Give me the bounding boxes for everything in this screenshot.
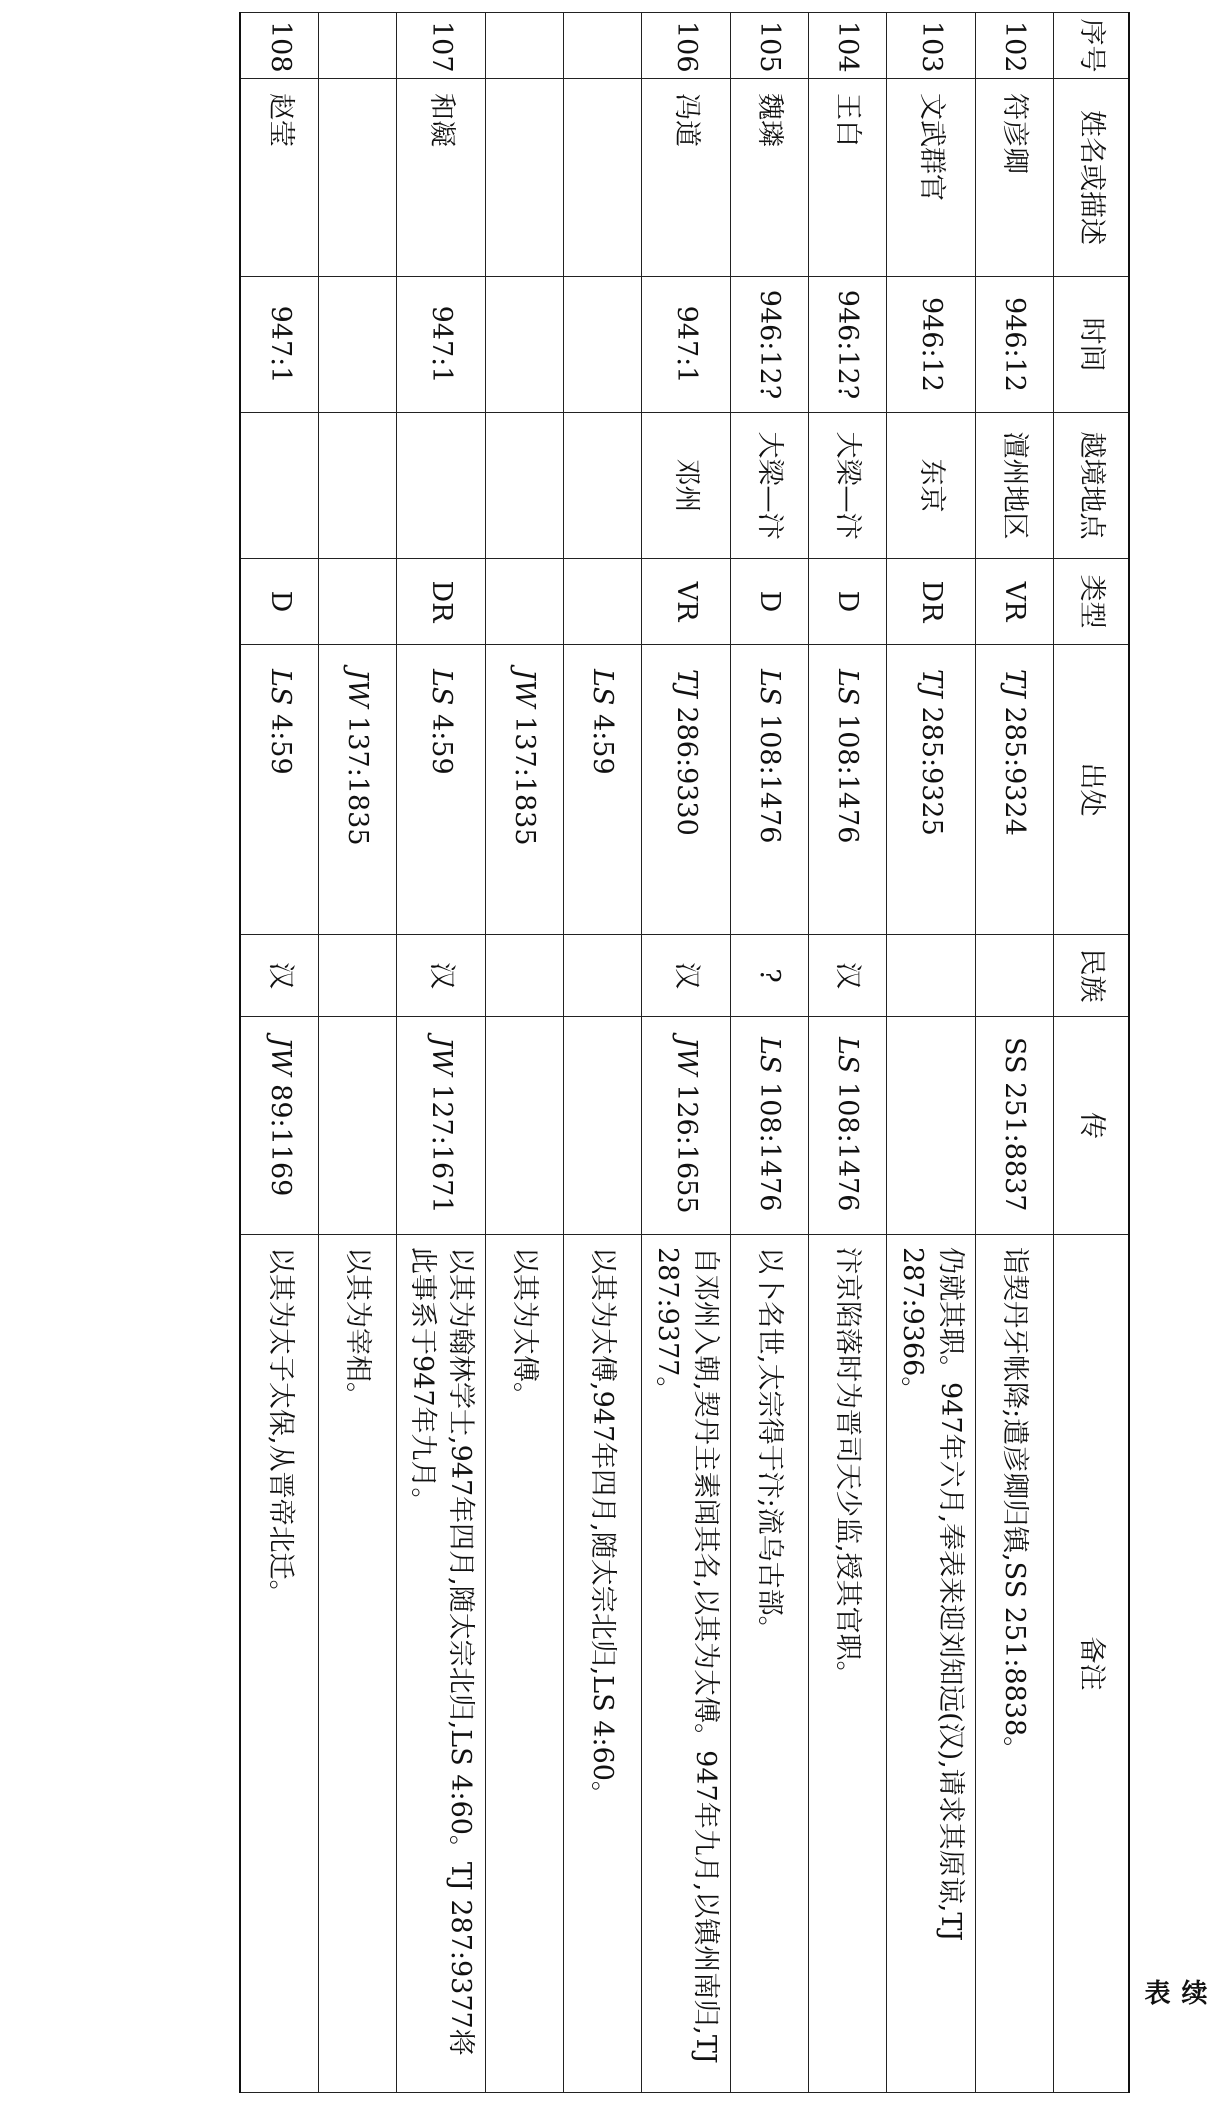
cell-name: 符彦卿: [976, 79, 1054, 277]
cell-source: [642, 645, 731, 935]
source-ref: 137:1835: [342, 716, 374, 846]
cell-id: 106: [642, 13, 731, 79]
bio-abbr: LS: [754, 1037, 786, 1074]
cell-source: [809, 645, 887, 935]
cell-name: 文武群官: [887, 79, 976, 277]
cell-time: [319, 277, 397, 413]
cell-name: [319, 79, 397, 277]
cell-ethnicity: [887, 935, 976, 1017]
cell-place: 大梁—汴: [809, 413, 887, 559]
cell-id: 105: [731, 13, 809, 79]
cell-type: D: [731, 559, 809, 645]
cell-note: 以其为宰相。: [319, 1235, 397, 2093]
cell-ethnicity: 汉: [642, 935, 731, 1017]
bio-ref: 251:8837: [999, 1082, 1031, 1212]
cell-name: 魏璘: [731, 79, 809, 277]
cell-time: 946:12: [976, 277, 1054, 413]
cell-source: [319, 645, 397, 935]
source-ref: 286:9330: [671, 706, 702, 836]
bio-ref: 108:1476: [754, 1082, 786, 1212]
cell-time: 946:12: [887, 277, 976, 413]
cell-id: [486, 13, 564, 79]
cell-note: 以其为翰林学士,947年四月,随太宗北归,LS 4:60。TJ 287:9377将此事系于947年九月。: [397, 1235, 486, 2093]
cell-source: [397, 645, 486, 935]
cell-source: [976, 645, 1054, 935]
cell-time: [486, 277, 564, 413]
cell-ethnicity: [486, 935, 564, 1017]
page-title: 续 表: [1140, 1979, 1207, 2091]
cell-note: 诣契丹牙帐降;遣彦卿归镇,SS 251:8838。: [976, 1235, 1054, 2093]
cell-biography: [642, 1017, 731, 1235]
cell-source: [887, 645, 976, 935]
cell-id: [564, 13, 642, 79]
cell-place: 东京: [887, 413, 976, 559]
cell-time: [564, 277, 642, 413]
source-ref: 137:1835: [509, 716, 541, 846]
table-row: [486, 13, 564, 2093]
cell-ethnicity: 汉: [809, 935, 887, 1017]
cell-id: 103: [887, 13, 976, 79]
cell-type: [486, 559, 564, 645]
cell-id: 102: [976, 13, 1054, 79]
header-biography: 传: [1054, 1017, 1130, 1235]
rotated-table-container: [10, 12, 1130, 2092]
cell-time: 947:1: [642, 277, 731, 413]
header-type: 类型: [1054, 559, 1130, 645]
cell-biography: [486, 1017, 564, 1235]
cell-note: 汴京陷落时为晋司天少监,授其官职。: [809, 1235, 887, 2093]
cell-place: [241, 413, 319, 559]
source-abbr: LS: [264, 669, 296, 706]
bio-ref: 126:1655: [671, 1084, 702, 1214]
source-ref: 4:59: [264, 714, 296, 775]
header-source: 出处: [1054, 645, 1130, 935]
table-row: [241, 13, 319, 2093]
cell-type: DR: [887, 559, 976, 645]
cell-name: 赵莹: [241, 79, 319, 277]
cell-place: [564, 413, 642, 559]
cell-name: [486, 79, 564, 277]
source-abbr: LS: [754, 669, 786, 706]
cell-note: 以卜名世,太宗得于汴;流乌古部。: [731, 1235, 809, 2093]
header-row: [1054, 13, 1130, 2093]
source-abbr: LS: [832, 669, 864, 706]
cell-type: D: [809, 559, 887, 645]
cell-time: 946:12?: [731, 277, 809, 413]
cell-name: 和凝: [397, 79, 486, 277]
cell-id: 107: [397, 13, 486, 79]
table-row: [976, 13, 1054, 2093]
cell-ethnicity: ?: [731, 935, 809, 1017]
cell-time: 947:1: [397, 277, 486, 413]
source-abbr: TJ: [916, 669, 947, 698]
cell-ethnicity: 汉: [397, 935, 486, 1017]
cell-place: [319, 413, 397, 559]
cell-type: DR: [397, 559, 486, 645]
table-row: [887, 13, 976, 2093]
cell-id: 108: [241, 13, 319, 79]
source-ref: 4:59: [587, 714, 619, 775]
source-ref: 108:1476: [754, 714, 786, 844]
cell-ethnicity: [976, 935, 1054, 1017]
cell-name: [564, 79, 642, 277]
bio-abbr: LS: [832, 1037, 864, 1074]
cell-place: [486, 413, 564, 559]
cell-place: 邓州: [642, 413, 731, 559]
cell-source: [731, 645, 809, 935]
bio-abbr: JW: [264, 1037, 296, 1076]
source-abbr: TJ: [999, 669, 1031, 698]
cell-id: 104: [809, 13, 887, 79]
cell-biography: [564, 1017, 642, 1235]
bio-abbr: JW: [671, 1037, 702, 1076]
cell-type: [564, 559, 642, 645]
cell-biography: [731, 1017, 809, 1235]
cell-type: D: [241, 559, 319, 645]
source-abbr: JW: [509, 669, 541, 708]
table-row: [319, 13, 397, 2093]
bio-abbr: JW: [426, 1037, 457, 1076]
source-ref: 285:9325: [916, 706, 947, 836]
cell-ethnicity: 汉: [241, 935, 319, 1017]
table-row: [642, 13, 731, 2093]
table-row: [564, 13, 642, 2093]
cell-biography: [976, 1017, 1054, 1235]
cell-biography: [809, 1017, 887, 1235]
cell-biography: [397, 1017, 486, 1235]
cell-source: [564, 645, 642, 935]
bio-ref: 108:1476: [832, 1082, 864, 1212]
table-row: [397, 13, 486, 2093]
header-id: 序号: [1054, 13, 1130, 79]
source-abbr: TJ: [671, 669, 702, 698]
header-note: 备注: [1054, 1235, 1130, 2093]
header-name: 姓名或描述: [1054, 79, 1130, 277]
cell-source: [241, 645, 319, 935]
cell-place: [397, 413, 486, 559]
header-ethnicity: 民族: [1054, 935, 1130, 1017]
bio-ref: 89:1169: [264, 1084, 296, 1197]
bio-ref: 127:1671: [426, 1084, 457, 1214]
cell-note: 以其为太傅,947年四月,随太宗北归,LS 4:60。: [564, 1235, 642, 2093]
cell-type: [319, 559, 397, 645]
source-abbr: LS: [426, 669, 457, 706]
cell-type: VR: [642, 559, 731, 645]
source-ref: 4:59: [426, 714, 457, 775]
header-time: 时间: [1054, 277, 1130, 413]
cell-note: 自邓州入朝,契丹主素闻其名,以其为太傅。947年九月,以镇州南归,TJ 287:9377。: [642, 1235, 731, 2093]
cell-ethnicity: [564, 935, 642, 1017]
bio-abbr: SS: [999, 1037, 1031, 1074]
source-abbr: LS: [587, 669, 619, 706]
table-row: [731, 13, 809, 2093]
cell-time: 947:1: [241, 277, 319, 413]
cell-time: 946:12?: [809, 277, 887, 413]
cell-ethnicity: [319, 935, 397, 1017]
data-table: [240, 12, 1131, 2093]
cell-biography: [319, 1017, 397, 1235]
cell-name: 王白: [809, 79, 887, 277]
cell-place: 澶州地区: [976, 413, 1054, 559]
cell-id: [319, 13, 397, 79]
cell-biography: [887, 1017, 976, 1235]
header-place: 越境地点: [1054, 413, 1130, 559]
cell-note: 以其为太子太保,从晋帝北迁。: [241, 1235, 319, 2093]
source-abbr: JW: [342, 669, 374, 708]
source-ref: 285:9324: [999, 706, 1031, 836]
cell-source: [486, 645, 564, 935]
cell-note: 以其为太傅。: [486, 1235, 564, 2093]
table-row: [809, 13, 887, 2093]
cell-name: 冯道: [642, 79, 731, 277]
source-ref: 108:1476: [832, 714, 864, 844]
cell-biography: [241, 1017, 319, 1235]
cell-note: 仍就其职。947年六月,奉表来迎刘知远(汉),请求其原谅,TJ 287:9366。: [887, 1235, 976, 2093]
cell-place: 大梁—汴: [731, 413, 809, 559]
cell-type: VR: [976, 559, 1054, 645]
